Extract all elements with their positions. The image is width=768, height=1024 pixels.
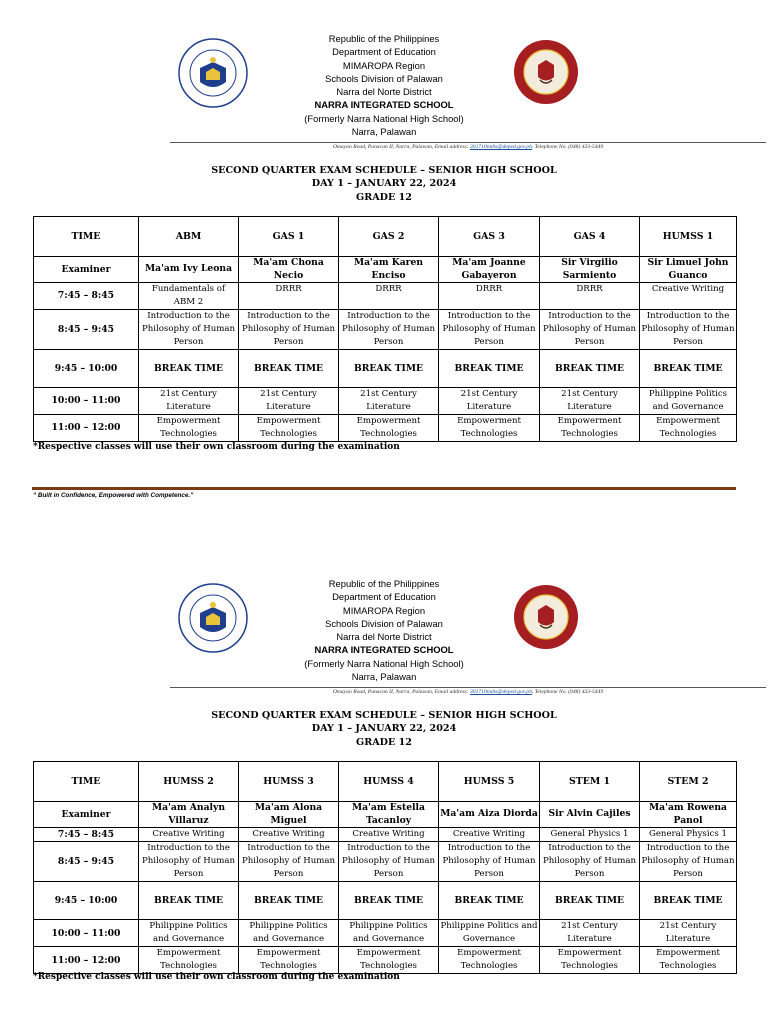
table-header-row: [34, 762, 737, 802]
school-former-name: (Formerly Narra National High School): [304, 657, 464, 669]
break-cell: BREAK TIME: [239, 349, 339, 387]
subject-cell: Empowerment Technologies: [439, 947, 540, 974]
title-line: DAY 1 – JANUARY 22, 2024: [311, 178, 457, 190]
time-slot: 7:45 – 8:45: [34, 828, 139, 842]
schedule-page-2: [0, 545, 768, 1024]
title-line: SECOND QUARTER EXAM SCHEDULE – SENIOR HIGH SCHOOL: [211, 165, 557, 176]
column-header: TIME: [34, 217, 139, 257]
subject-cell: Empowerment Technologies: [139, 947, 239, 974]
subject-cell: 21st Century Literature: [640, 920, 737, 947]
title-line: GRADE 12: [356, 191, 412, 203]
subject-cell: 21st Century Literature: [439, 387, 540, 414]
column-header: GAS 1: [239, 217, 339, 257]
schedule-table: [33, 216, 737, 442]
time-slot: 10:00 – 11:00: [34, 387, 139, 414]
break-cell: BREAK TIME: [640, 882, 737, 920]
subject-cell: Introduction to the Philosophy of Human Person: [239, 842, 339, 882]
break-cell: BREAK TIME: [439, 882, 540, 920]
table-row: [34, 842, 737, 882]
subject-cell: Introduction to the Philosophy of Human Person: [339, 842, 439, 882]
break-row: [34, 349, 737, 387]
column-header: ABM: [139, 217, 239, 257]
examiner-name: Sir Virgilio Sarmiento: [540, 257, 640, 283]
subject-cell: Introduction to the Philosophy of Human Person: [239, 309, 339, 349]
subject-cell: General Physics 1: [640, 828, 737, 842]
subject-cell: Introduction to the Philosophy of Human Person: [640, 842, 737, 882]
subject-cell: Fundamentals of ABM 2: [139, 283, 239, 310]
subject-cell: Philippine Politics and Governance: [239, 920, 339, 947]
break-cell: BREAK TIME: [640, 349, 737, 387]
header-line: Schools Division of Palawan: [325, 72, 443, 84]
subject-cell: 21st Century Literature: [139, 387, 239, 414]
time-slot: 11:00 – 12:00: [34, 947, 139, 974]
table-header-row: [34, 217, 737, 257]
table-row: [34, 947, 737, 974]
subject-cell: Introduction to the Philosophy of Human Person: [439, 842, 540, 882]
letterhead: [0, 0, 768, 150]
column-header: HUMSS 5: [439, 762, 540, 802]
subject-cell: Creative Writing: [439, 828, 540, 842]
subject-cell: Introduction to the Philosophy of Human Person: [439, 309, 540, 349]
subject-cell: Philippine Politics and Governance: [439, 920, 540, 947]
header-line: Narra del Norte District: [336, 631, 432, 643]
schedule-table: [33, 761, 737, 974]
subject-cell: Empowerment Technologies: [139, 414, 239, 441]
classroom-note: *Respective classes will use their own classroom during the examination: [33, 972, 400, 982]
break-cell: BREAK TIME: [239, 882, 339, 920]
school-motto: “ Built in Confidence, Empowered with Competence.”: [33, 492, 194, 499]
table-row: [34, 309, 737, 349]
title-line: GRADE 12: [356, 736, 412, 748]
classroom-note: *Respective classes will use their own classroom during the examination: [33, 442, 400, 452]
examiner-name: Sir Alvin Cajiles: [540, 802, 640, 828]
subject-cell: Introduction to the Philosophy of Human Person: [540, 309, 640, 349]
examiner-name: Ma'am Ivy Leona: [139, 257, 239, 283]
break-cell: BREAK TIME: [540, 882, 640, 920]
column-header: HUMSS 4: [339, 762, 439, 802]
subject-cell: DRRR: [339, 283, 439, 310]
subject-cell: Empowerment Technologies: [239, 414, 339, 441]
subject-cell: DRRR: [439, 283, 540, 310]
break-cell: BREAK TIME: [540, 349, 640, 387]
subject-cell: Creative Writing: [339, 828, 439, 842]
column-header: GAS 3: [439, 217, 540, 257]
letterhead: [0, 545, 768, 695]
subject-cell: Empowerment Technologies: [640, 414, 737, 441]
school-name: NARRA INTEGRATED SCHOOL: [314, 644, 454, 656]
email-link[interactable]: 301710nnhs@deped.gov.ph: [469, 144, 532, 150]
subject-cell: Creative Writing: [239, 828, 339, 842]
examiner-name: Ma'am Alona Miguel: [239, 802, 339, 828]
address-text: Omayao Road, Panacan II, Narra, Palawan, Email address:: [332, 689, 470, 695]
subject-cell: Introduction to the Philosophy of Human Person: [139, 842, 239, 882]
table-row: [34, 283, 737, 310]
school-seal-icon: [513, 39, 579, 105]
examiner-name: Ma'am Joanne Gabayeron: [439, 257, 540, 283]
break-cell: BREAK TIME: [339, 349, 439, 387]
subject-cell: 21st Century Literature: [239, 387, 339, 414]
letterhead-rule: [170, 142, 766, 143]
subject-cell: Empowerment Technologies: [640, 947, 737, 974]
subject-cell: Empowerment Technologies: [339, 947, 439, 974]
subject-cell: Philippine Politics and Governance: [339, 920, 439, 947]
examiner-name: Sir Limuel John Guanco: [640, 257, 737, 283]
subject-cell: Creative Writing: [640, 283, 737, 310]
school-address: [170, 144, 766, 150]
header-line: MIMAROPA Region: [342, 59, 426, 71]
examiner-row: [34, 257, 737, 283]
header-line: MIMAROPA Region: [342, 604, 426, 616]
school-former-name: (Formerly Narra National High School): [304, 112, 464, 124]
column-header: GAS 4: [540, 217, 640, 257]
email-link[interactable]: 301710nnhs@deped.gov.ph: [469, 689, 532, 695]
examiner-name: Ma'am Rowena Panol: [640, 802, 737, 828]
subject-cell: Introduction to the Philosophy of Human Person: [540, 842, 640, 882]
break-cell: BREAK TIME: [139, 882, 239, 920]
time-slot: 9:45 – 10:00: [34, 882, 139, 920]
column-header: STEM 2: [640, 762, 737, 802]
time-slot: 7:45 – 8:45: [34, 283, 139, 310]
table-row: [34, 920, 737, 947]
time-slot: 10:00 – 11:00: [34, 920, 139, 947]
subject-cell: DRRR: [239, 283, 339, 310]
examiner-row: [34, 802, 737, 828]
break-row: [34, 882, 737, 920]
school-address: [170, 689, 766, 695]
title-line: DAY 1 – JANUARY 22, 2024: [311, 723, 457, 735]
header-line: Department of Education: [332, 46, 436, 58]
subject-cell: 21st Century Literature: [540, 920, 640, 947]
school-seal-icon: [513, 584, 579, 650]
subject-cell: Empowerment Technologies: [339, 414, 439, 441]
examiner-label: Examiner: [34, 257, 139, 283]
column-header: HUMSS 2: [139, 762, 239, 802]
schedule-title: [0, 164, 768, 204]
subject-cell: Empowerment Technologies: [439, 414, 540, 441]
subject-cell: Empowerment Technologies: [540, 414, 640, 441]
schedule-title: [0, 709, 768, 749]
header-line: Republic of the Philippines: [328, 33, 440, 44]
subject-cell: Philippine Politics and Governance: [139, 920, 239, 947]
letterhead-text: [234, 32, 534, 138]
table-row: [34, 414, 737, 441]
school-town: Narra, Palawan: [351, 671, 417, 683]
break-cell: BREAK TIME: [439, 349, 540, 387]
time-slot: 8:45 – 9:45: [34, 842, 139, 882]
letterhead-text: [234, 577, 534, 683]
column-header: TIME: [34, 762, 139, 802]
break-cell: BREAK TIME: [339, 882, 439, 920]
time-slot: 11:00 – 12:00: [34, 414, 139, 441]
school-name: NARRA INTEGRATED SCHOOL: [314, 99, 454, 111]
subject-cell: DRRR: [540, 283, 640, 310]
examiner-label: Examiner: [34, 802, 139, 828]
header-line: Schools Division of Palawan: [325, 617, 443, 629]
subject-cell: Empowerment Technologies: [239, 947, 339, 974]
subject-cell: General Physics 1: [540, 828, 640, 842]
footer-bar: [32, 487, 736, 490]
school-town: Narra, Palawan: [351, 126, 417, 138]
subject-cell: Introduction to the Philosophy of Human Person: [339, 309, 439, 349]
time-slot: 8:45 – 9:45: [34, 309, 139, 349]
examiner-name: Ma'am Aiza Diorda: [439, 802, 540, 828]
examiner-name: Ma'am Karen Enciso: [339, 257, 439, 283]
examiner-name: Ma'am Chona Necio: [239, 257, 339, 283]
subject-cell: Empowerment Technologies: [540, 947, 640, 974]
subject-cell: Creative Writing: [139, 828, 239, 842]
examiner-name: Ma'am Estella Tacanloy: [339, 802, 439, 828]
examiner-name: Ma'am Analyn Villaruz: [139, 802, 239, 828]
subject-cell: 21st Century Literature: [339, 387, 439, 414]
subject-cell: 21st Century Literature: [540, 387, 640, 414]
subject-cell: Introduction to the Philosophy of Human Person: [640, 309, 737, 349]
column-header: HUMSS 1: [640, 217, 737, 257]
column-header: STEM 1: [540, 762, 640, 802]
telephone-text: , Telephone No. (048) 433-5449: [531, 144, 604, 150]
subject-cell: Introduction to the Philosophy of Human Person: [139, 309, 239, 349]
telephone-text: , Telephone No. (048) 433-5449: [531, 689, 604, 695]
column-header: HUMSS 3: [239, 762, 339, 802]
subject-cell: Philippine Politics and Governance: [640, 387, 737, 414]
header-line: Department of Education: [332, 591, 436, 603]
table-row: [34, 828, 737, 842]
break-cell: BREAK TIME: [139, 349, 239, 387]
title-line: SECOND QUARTER EXAM SCHEDULE – SENIOR HIGH SCHOOL: [211, 710, 557, 721]
letterhead-rule: [170, 687, 766, 688]
table-row: [34, 387, 737, 414]
column-header: GAS 2: [339, 217, 439, 257]
address-text: Omayao Road, Panacan II, Narra, Palawan, Email address:: [332, 144, 470, 150]
time-slot: 9:45 – 10:00: [34, 349, 139, 387]
header-line: Narra del Norte District: [336, 86, 432, 98]
header-line: Republic of the Philippines: [328, 578, 440, 589]
